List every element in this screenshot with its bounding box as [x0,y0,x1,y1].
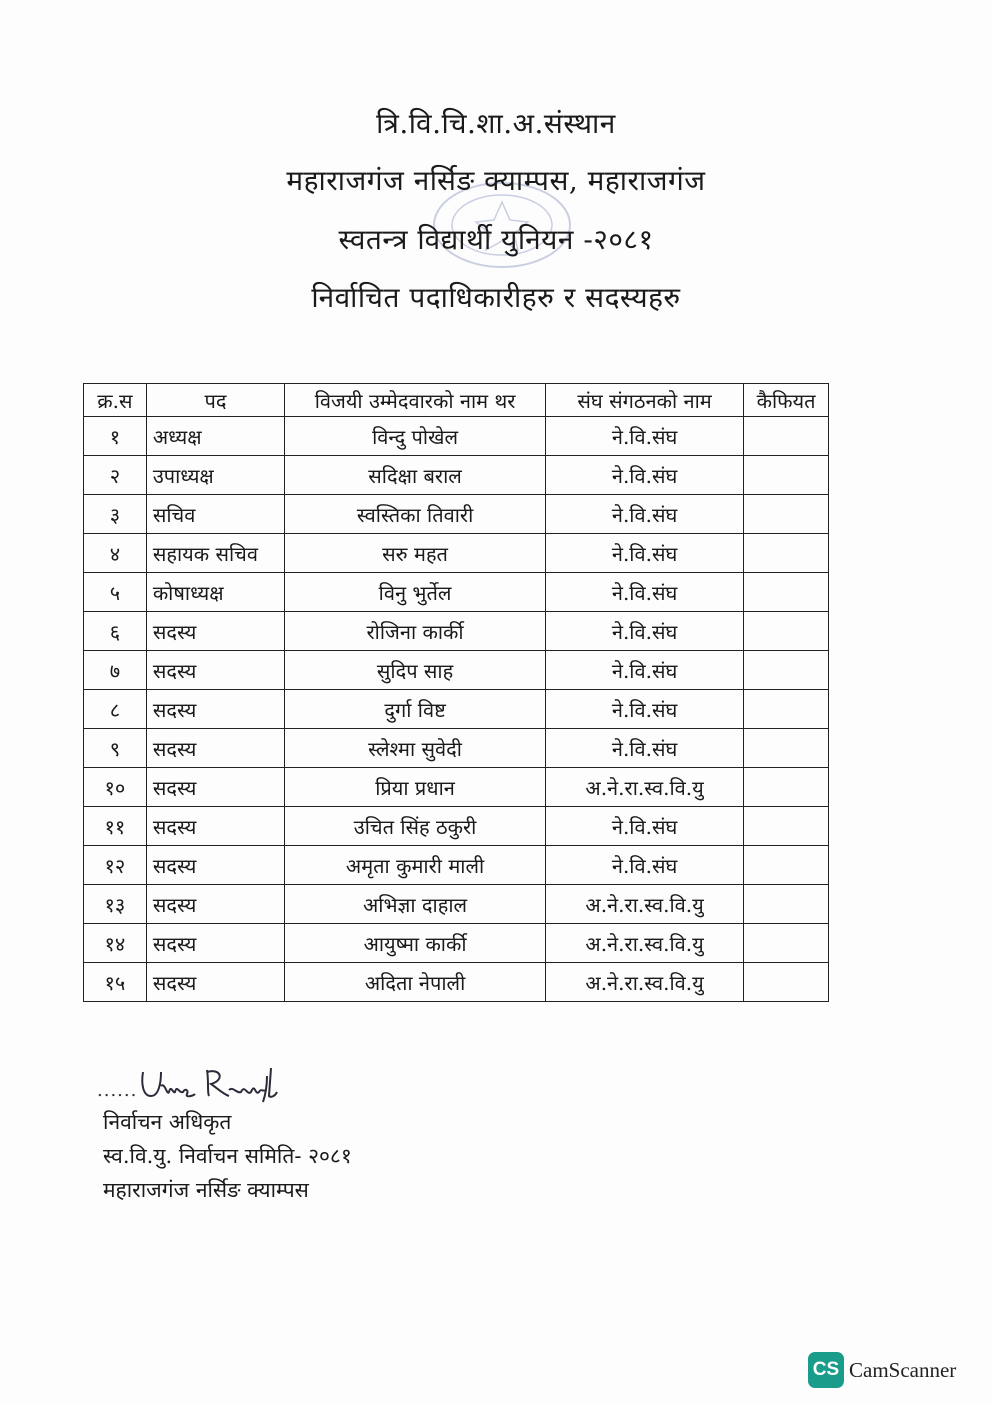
cell-serial: ७ [84,651,147,690]
table-row [84,963,829,1002]
table-row [84,456,829,495]
camscanner-brand-text: CamScanner [849,1357,957,1382]
cell-serial: ११ [84,807,147,846]
table-row [84,729,829,768]
table-body [84,417,829,1002]
cell-organization: अ.ने.रा.स्व.वि.यु [546,924,744,963]
cell-organization: ने.वि.संघ [546,456,744,495]
table-row [84,651,829,690]
cell-post: उपाध्यक्ष [146,456,284,495]
cell-post: सदस्य [146,690,284,729]
cell-post: सदस्य [146,807,284,846]
cell-winner-name: सुदिप साह [285,651,546,690]
table-row [84,417,829,456]
cell-remarks [744,924,829,963]
cell-serial: ३ [84,495,147,534]
cell-winner-name: अमृता कुमारी माली [285,846,546,885]
cell-post: सदस्य [146,846,284,885]
table-row [84,573,829,612]
cell-remarks [744,885,829,924]
elected-officials-table [83,383,829,1002]
table-row [84,495,829,534]
cell-remarks [744,690,829,729]
cell-post: सचिव [146,495,284,534]
cell-remarks [744,846,829,885]
table-row [84,690,829,729]
cell-serial: १० [84,768,147,807]
cell-organization: अ.ने.रा.स्व.वि.यु [546,963,744,1002]
cell-serial: १४ [84,924,147,963]
cell-serial: १५ [84,963,147,1002]
cell-post: अध्यक्ष [146,417,284,456]
table-row [84,612,829,651]
cell-organization: ने.वि.संघ [546,729,744,768]
cell-post: कोषाध्यक्ष [146,573,284,612]
cell-organization: ने.वि.संघ [546,573,744,612]
campus-title: महाराजगंज नर्सिङ क्याम्पस, महाराजगंज [286,164,706,197]
campus-name-footer: महाराजगंज नर्सिङ क्याम्पस [103,1178,309,1202]
table-header-row [84,384,829,417]
cell-post: सदस्य [146,612,284,651]
cell-organization: ने.वि.संघ [546,651,744,690]
cell-remarks [744,768,829,807]
column-header-post: पद [146,384,284,417]
cell-post: सदस्य [146,924,284,963]
election-committee: स्व.वि.यु. निर्वाचन समिति- २०८१ [103,1144,352,1168]
cell-winner-name: सदिक्षा बराल [285,456,546,495]
column-header-organization: संघ संगठनको नाम [546,384,744,417]
cell-serial: २ [84,456,147,495]
cell-serial: ६ [84,612,147,651]
cell-winner-name: स्लेश्मा सुवेदी [285,729,546,768]
document-heading: निर्वाचित पदाधिकारीहरु र सदस्यहरु [311,281,681,314]
cell-serial: १३ [84,885,147,924]
cell-organization: अ.ने.रा.स्व.वि.यु [546,768,744,807]
cell-remarks [744,963,829,1002]
cell-remarks [744,612,829,651]
cell-serial: ४ [84,534,147,573]
signature-dots: ...... [97,1080,138,1101]
cell-winner-name: सरु महत [285,534,546,573]
cell-serial: ८ [84,690,147,729]
table-row [84,768,829,807]
union-title: स्वतन्त्र विद्यार्थी युनियन -२०८१ [338,223,654,256]
cell-winner-name: उचित सिंह ठकुरी [285,807,546,846]
cell-serial: ९ [84,729,147,768]
cell-serial: १ [84,417,147,456]
cell-winner-name: अभिज्ञा दाहाल [285,885,546,924]
cell-organization: ने.वि.संघ [546,417,744,456]
cell-winner-name: आयुष्मा कार्की [285,924,546,963]
camscanner-watermark [808,1351,956,1389]
cell-post: सदस्य [146,963,284,1002]
table-row [84,807,829,846]
cell-serial: ५ [84,573,147,612]
cell-post: सदस्य [146,885,284,924]
cell-remarks [744,495,829,534]
handwritten-signature [137,1062,317,1106]
column-header-serial: क्र.स [84,384,147,417]
cell-post: सदस्य [146,651,284,690]
cell-organization: ने.वि.संघ [546,495,744,534]
cell-remarks [744,534,829,573]
camscanner-logo-icon: CS [808,1352,844,1388]
cell-organization: अ.ने.रा.स्व.वि.यु [546,885,744,924]
cell-winner-name: प्रिया प्रधान [285,768,546,807]
cell-winner-name: विन्दु पोखेल [285,417,546,456]
column-header-remarks: कैफियत [744,384,829,417]
cell-serial: १२ [84,846,147,885]
cell-remarks [744,807,829,846]
cell-winner-name: रोजिना कार्की [285,612,546,651]
cell-organization: ने.वि.संघ [546,807,744,846]
table-row [84,885,829,924]
table-row [84,846,829,885]
cell-remarks [744,729,829,768]
cell-winner-name: अदिता नेपाली [285,963,546,1002]
institute-title: त्रि.वि.चि.शा.अ.संस्थान [376,107,616,140]
signature-area [97,1062,417,1106]
table-row [84,924,829,963]
table-row [84,534,829,573]
cell-winner-name: विनु भुर्तेल [285,573,546,612]
election-officer-title: निर्वाचन अधिकृत [103,1110,232,1134]
cell-winner-name: दुर्गा विष्ट [285,690,546,729]
cell-remarks [744,417,829,456]
cell-remarks [744,573,829,612]
cell-organization: ने.वि.संघ [546,534,744,573]
cell-organization: ने.वि.संघ [546,690,744,729]
cell-remarks [744,651,829,690]
column-header-winner-name: विजयी उम्मेदवारको नाम थर [285,384,546,417]
cell-organization: ने.वि.संघ [546,612,744,651]
cell-post: सदस्य [146,768,284,807]
cell-post: सहायक सचिव [146,534,284,573]
cell-post: सदस्य [146,729,284,768]
cell-winner-name: स्वस्तिका तिवारी [285,495,546,534]
cell-organization: ने.वि.संघ [546,846,744,885]
cell-remarks [744,456,829,495]
